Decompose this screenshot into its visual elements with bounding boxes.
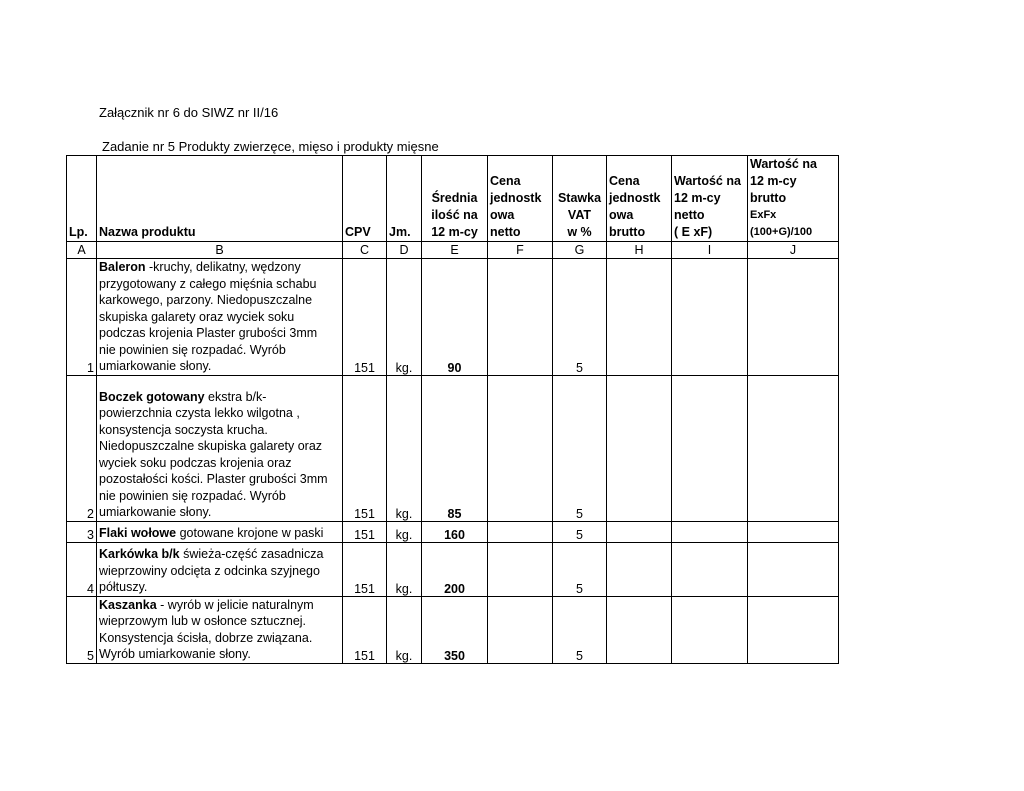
header-lp — [67, 156, 97, 242]
value-net — [672, 596, 748, 663]
description-text: - wyrób w jelicie naturalnym — [156, 597, 314, 612]
row-number: 3 — [67, 521, 97, 542]
description-line — [99, 525, 340, 542]
header-average-quantity — [422, 156, 488, 242]
description-text: ekstra b/k- — [204, 389, 267, 404]
unit-price-net — [488, 542, 553, 596]
header-line: w % — [567, 225, 592, 239]
value-gross — [748, 259, 839, 376]
column-letter: H — [607, 242, 672, 259]
row-number: 2 — [67, 375, 97, 521]
vat-rate: 5 — [553, 542, 607, 596]
header-line: CPV — [345, 225, 371, 239]
description-line: półtuszy. — [99, 580, 148, 594]
column-letter: C — [343, 242, 387, 259]
task-title: Zadanie nr 5 Produkty zwierzęce, mięso i produkty mięsne — [102, 139, 439, 154]
unit-price-net — [488, 375, 553, 521]
value-net — [672, 375, 748, 521]
header-unit-price-net — [488, 156, 553, 242]
header-line: ExFx — [750, 209, 777, 221]
average-quantity: 85 — [422, 375, 488, 521]
description-line: umiarkowanie słony. — [99, 505, 212, 519]
table-row — [67, 375, 839, 521]
header-line: Średnia — [431, 191, 478, 205]
header-line: brutto — [609, 225, 646, 239]
row-number: 5 — [67, 596, 97, 663]
header-line: Lp. — [69, 225, 88, 239]
unit-price-gross — [607, 542, 672, 596]
column-letter: B — [97, 242, 343, 259]
vat-rate: 5 — [553, 375, 607, 521]
column-letter: A — [67, 242, 97, 259]
unit-price-gross — [607, 596, 672, 663]
description-line: karkowego, parzony. Niedopuszczalne — [99, 293, 313, 307]
description-text: świeża-część zasadnicza — [179, 547, 324, 561]
unit: kg. — [387, 542, 422, 596]
description-line — [99, 546, 340, 563]
unit: kg. — [387, 521, 422, 542]
description-line: Konsystencja ścisła, dobrze związana. — [99, 630, 313, 645]
header-line: jednostk — [609, 191, 661, 205]
table-row — [67, 596, 839, 663]
annex-title: Załącznik nr 6 do SIWZ nr II/16 — [99, 105, 279, 120]
description-line: skupiska galarety oraz wyciek soku — [99, 309, 295, 324]
vat-rate: 5 — [553, 259, 607, 376]
header-line: Cena — [609, 174, 640, 188]
average-quantity: 200 — [422, 542, 488, 596]
header-line: Nazwa produktu — [99, 225, 196, 239]
product-name: Karkówka b/k — [99, 547, 180, 561]
unit: kg. — [387, 259, 422, 376]
description-line: Wyrób umiarkowanie słony. — [99, 647, 251, 661]
average-quantity: 350 — [422, 596, 488, 663]
column-letter: D — [387, 242, 422, 259]
header-line: VAT — [567, 208, 592, 222]
header-line: 12 m-cy — [431, 225, 478, 239]
average-quantity: 160 — [422, 521, 488, 542]
header-row — [67, 156, 839, 242]
description-line: Niedopuszczalne skupiska galarety oraz — [99, 439, 323, 453]
unit-price-net — [488, 521, 553, 542]
value-gross — [748, 542, 839, 596]
cpv-code: 151 — [343, 521, 387, 542]
header-unit — [387, 156, 422, 242]
unit: kg. — [387, 375, 422, 521]
header-product-name — [97, 156, 343, 242]
table-row — [67, 542, 839, 596]
description-line — [99, 389, 340, 406]
description-line: pozostałości kości. Plaster grubości 3mm — [99, 472, 328, 486]
header-value-gross — [748, 156, 839, 242]
unit-price-net — [488, 596, 553, 663]
product-description — [97, 596, 343, 663]
table-row — [67, 259, 839, 376]
unit-price-gross — [607, 375, 672, 521]
header-line: jednostk — [490, 191, 542, 205]
product-description — [97, 542, 343, 596]
description-text: -kruchy, delikatny, wędzony — [145, 260, 301, 274]
column-letters-row — [67, 242, 839, 259]
value-net — [672, 542, 748, 596]
product-name: Boczek gotowany — [99, 389, 205, 404]
description-line — [99, 597, 340, 614]
description-line: wieprzowym lub w osłonce sztucznej. — [99, 614, 307, 628]
header-cpv — [343, 156, 387, 242]
column-letter: E — [422, 242, 488, 259]
cpv-code: 151 — [343, 259, 387, 376]
description-line: powierzchnia czysta lekko wilgotna , — [99, 406, 300, 420]
header-line: owa — [609, 208, 634, 222]
header-vat-rate — [553, 156, 607, 242]
header-line: netto — [674, 208, 705, 222]
row-number: 4 — [67, 542, 97, 596]
description-line — [99, 259, 340, 276]
header-line: Cena — [490, 174, 521, 188]
column-letter: G — [553, 242, 607, 259]
header-line: (100+G)/100 — [750, 226, 813, 238]
header-line: owa — [490, 208, 515, 222]
value-gross — [748, 596, 839, 663]
description-line: wieprzowiny odcięta z odcinka szyjnego — [99, 563, 320, 578]
product-description — [97, 375, 343, 521]
description-line: nie powinien się rozpadać. Wyrób — [99, 342, 286, 357]
column-letter: I — [672, 242, 748, 259]
header-value-net — [672, 156, 748, 242]
vat-rate: 5 — [553, 596, 607, 663]
header-unit-price-gross — [607, 156, 672, 242]
cpv-code: 151 — [343, 542, 387, 596]
product-description — [97, 521, 343, 542]
product-name: Kaszanka — [99, 597, 157, 612]
product-description — [97, 259, 343, 376]
header-line: Wartość na — [750, 157, 817, 171]
value-net — [672, 521, 748, 542]
value-gross — [748, 521, 839, 542]
description-text: gotowane krojone w paski — [176, 526, 324, 540]
description-line: umiarkowanie słony. — [99, 359, 212, 373]
column-letter: F — [488, 242, 553, 259]
header-line: 12 m-cy — [674, 191, 721, 205]
header-line: 12 m-cy — [750, 174, 797, 188]
description-line: nie powinien się rozpadać. Wyrób — [99, 488, 286, 503]
cpv-code: 151 — [343, 596, 387, 663]
unit-price-gross — [607, 521, 672, 542]
header-line: Wartość na — [674, 174, 741, 188]
description-line: podczas krojenia Plaster grubości 3mm — [99, 326, 318, 340]
header-line: netto — [490, 225, 521, 239]
product-name: Flaki wołowe — [99, 526, 177, 540]
header-line: ilość na — [431, 208, 478, 222]
description-line: konsystencja soczysta krucha. — [99, 422, 268, 437]
vat-rate: 5 — [553, 521, 607, 542]
description-line: przygotowany z całego mięśnia schabu — [99, 276, 317, 291]
header-line: Jm. — [389, 225, 411, 239]
header-line: ( E xF) — [674, 225, 713, 239]
column-letter: J — [748, 242, 839, 259]
value-gross — [748, 375, 839, 521]
table-row — [67, 521, 839, 542]
average-quantity: 90 — [422, 259, 488, 376]
description-line: wyciek soku podczas krojenia oraz — [99, 455, 292, 470]
header-line: brutto — [750, 191, 787, 205]
product-name: Baleron — [99, 260, 146, 274]
row-number: 1 — [67, 259, 97, 376]
unit-price-net — [488, 259, 553, 376]
cpv-code: 151 — [343, 375, 387, 521]
value-net — [672, 259, 748, 376]
products-table — [66, 155, 839, 664]
unit: kg. — [387, 596, 422, 663]
unit-price-gross — [607, 259, 672, 376]
header-line: Stawka — [557, 191, 602, 205]
